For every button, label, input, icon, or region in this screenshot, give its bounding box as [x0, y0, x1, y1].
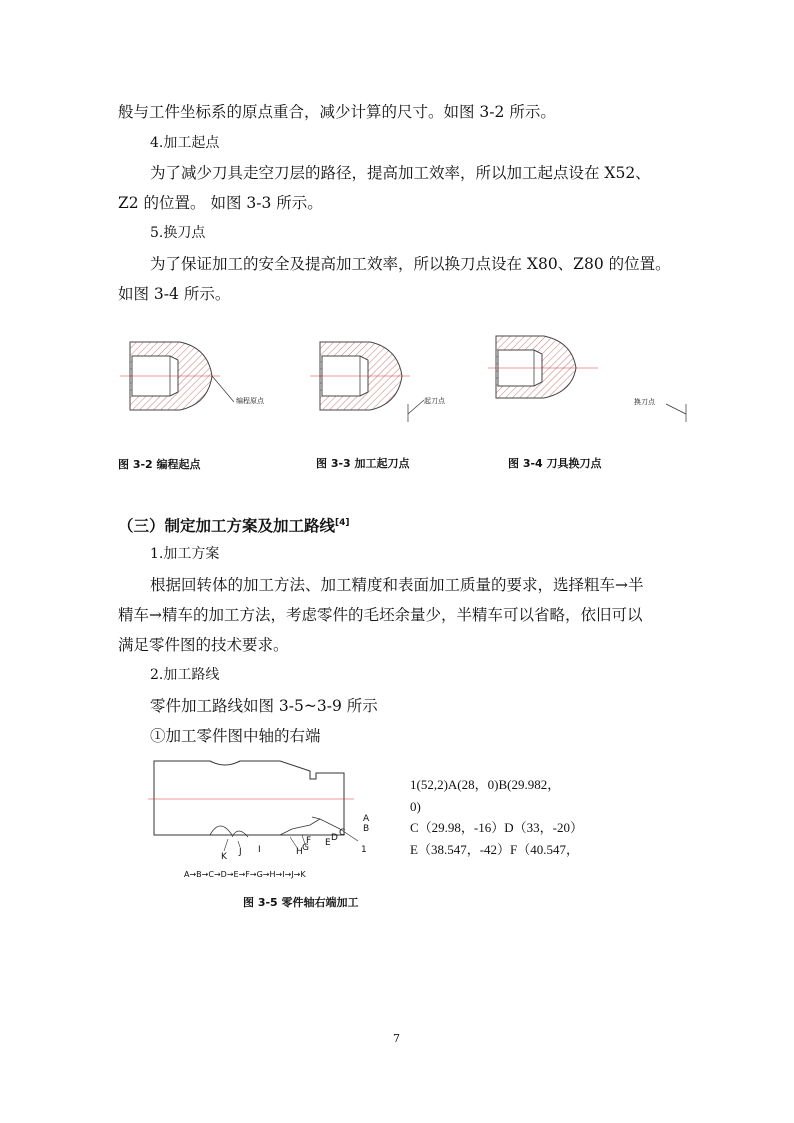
point-label-g: G: [302, 843, 309, 853]
point-label-f: F: [306, 836, 312, 846]
figure-caption: 图 3-5 零件轴右端加工: [243, 896, 359, 909]
paragraph-line: 零件加工路线如图 3-5~3-9 所示: [150, 697, 378, 715]
subheading-tool-change: 5.换刀点: [150, 225, 206, 241]
section-heading: （三）制定加工方案及加工路线[4]: [118, 517, 350, 535]
coord-line: 1(52,2)A(28，0)B(29.982，: [410, 777, 561, 792]
point-label-h: H: [296, 847, 303, 857]
point-label-j: J: [239, 847, 242, 857]
paragraph-line: 根据回转体的加工方法、加工精度和表面加工质量的要求，选择粗车→半: [150, 576, 644, 594]
paragraph-line: 精车→精车的加工方法，考虑零件的毛坯余量少，半精车可以省略，依旧可以: [118, 606, 643, 624]
paragraph-line: ①加工零件图中轴的右端: [150, 727, 321, 745]
point-label-k: K: [221, 852, 227, 862]
fig3-toolchange-label: 换刀点: [634, 398, 655, 406]
point-label-e: E: [325, 838, 331, 848]
point-label-b: B: [363, 824, 370, 834]
subheading-start-point: 4.加工起点: [150, 135, 220, 151]
coord-line: E（38.547，-42）F（40.547，: [410, 842, 580, 857]
fig1-origin-label: 编程原点: [236, 397, 264, 405]
paragraph-line: Z2 的位置。 如图 3-3 所示。: [118, 194, 323, 212]
point-label-1: 1: [361, 845, 367, 855]
paragraph-line: 为了保证加工的安全及提高加工效率，所以换刀点设在 X80、Z80 的位置。: [150, 255, 671, 273]
figure-caption: 图 3-2 编程起点: [118, 458, 201, 471]
paragraph-line: 般与工件坐标系的原点重合，减少计算的尺寸。如图 3-2 所示。: [118, 103, 556, 121]
subheading-route: 2.加工路线: [150, 667, 220, 683]
point-label-i: I: [258, 845, 261, 855]
point-label-c: C: [339, 828, 346, 838]
paragraph-line: 满足零件图的技术要求。: [118, 636, 289, 654]
figure-caption: 图 3-4 刀具换刀点: [508, 457, 602, 470]
figure-3-3-drawing: [310, 330, 500, 430]
page-number: 7: [393, 1032, 400, 1045]
point-label-a: A: [363, 814, 370, 824]
subheading-plan: 1.加工方案: [150, 546, 220, 562]
paragraph-line: 为了减少刀具走空刀层的路径，提高加工效率，所以加工起点设在 X52、: [150, 164, 651, 182]
route-sequence: A→B→C→D→E→F→G→H→I→J→K: [184, 870, 306, 879]
figure-3-4-drawing: [488, 330, 708, 430]
coord-line: C（29.98，-16）D（33，-20）: [410, 820, 583, 835]
paragraph-line: 如图 3-4 所示。: [118, 285, 231, 303]
figure-3-2-drawing: [120, 330, 300, 430]
fig2-start-label: 起刀点: [424, 397, 445, 405]
coord-line: 0): [410, 799, 421, 814]
figure-caption: 图 3-3 加工起刀点: [316, 457, 410, 470]
figure-3-5-drawing: [140, 755, 380, 885]
point-label-d: D: [331, 833, 338, 843]
